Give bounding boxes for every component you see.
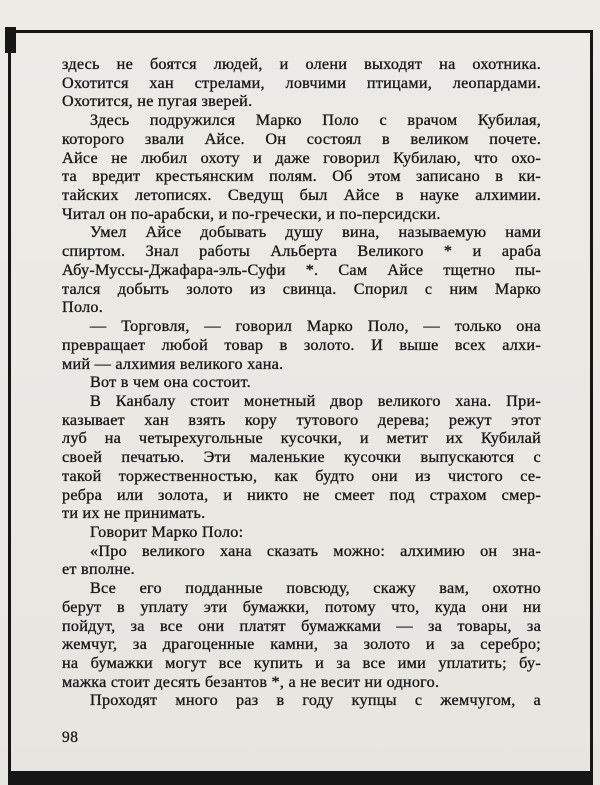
text-line: Все его подданные повсюду, скажу вам, охотно <box>90 579 541 598</box>
text-line: жемчуг, за драгоценные камни, за золото и за серебро; <box>62 635 541 654</box>
text-line: мий — алхимия великого хана. <box>62 354 284 373</box>
page-number: 98 <box>62 729 79 746</box>
text-line: ет вполне. <box>62 560 135 579</box>
text-line: тался добыть золото из свинца. Спорил с ним Марко <box>62 279 541 298</box>
text-line: Айсе не любил охоту и даже говорил Кубилаю, что охо- <box>62 148 541 167</box>
scan-corner-mark <box>5 27 16 53</box>
text-line: Умел Айсе добывать душу вина, называемую нами <box>90 223 541 242</box>
text-line: В Канбалу стоит монетный двор великого хана. При- <box>90 391 541 410</box>
text-line: «Про великого хана сказать можно: алхимию он зна- <box>90 541 541 560</box>
text-line: та вредит крестьянским полям. Об этом записано в ки- <box>62 167 541 186</box>
text-line: Здесь подружился Марко Поло с врачом Кубилая, <box>90 111 541 130</box>
text-line: ребра или золота, и никто не смеет под страхом смер- <box>62 485 541 504</box>
text-line: на бумажки могут все купить и за все ими уплатить; бу- <box>62 654 541 672</box>
text-line: мажка стоит десять безантов *, а не весит ни одного. <box>62 672 440 691</box>
text-line: здесь не боятся людей, и олени выходят на охотника. <box>62 55 541 73</box>
text-line: берут в уплату эти бумажки, потому что, куда они ни <box>62 597 541 616</box>
text-line: ти их не принимать. <box>62 504 206 523</box>
text-line: — Торговля, — говорил Марко Поло, — только она <box>90 317 541 336</box>
text-line: казывает хан взять кору тутового дерева; режут этот <box>62 410 541 429</box>
text-line: Поло. <box>62 298 104 317</box>
text-line: своей печатью. Эти маленькие кусочки выпускаются с <box>62 448 541 467</box>
text-line: Говорит Марко Поло: <box>90 522 244 541</box>
text-line: которого звали Айсе. Он состоял в великом почете. <box>62 129 541 148</box>
text-line: луб на четырехугольные кусочки, и метит их Кубилай <box>62 429 541 448</box>
text-line: такой торжественностью, как будто они из чистого се- <box>62 466 541 485</box>
text-line: Абу-Муссы-Джафара-эль-Суфи *. Сам Айсе тщетно пы- <box>62 260 541 279</box>
text-line: Вот в чем она состоит. <box>90 373 251 392</box>
text-line: Проходят много раз в году купцы с жемчугом, а <box>90 691 541 710</box>
text-line: спиртом. Знал работы Альберта Великого * и араба <box>62 242 541 261</box>
text-line: тайских летописях. Сведущ был Айсе в науке алхимии. <box>62 186 541 205</box>
text-line: Охотится хан стрелами, ловчими птицами, леопардами. <box>62 73 541 92</box>
text-line: Читал он по-арабски, и по-гречески, и по-персидски. <box>62 204 441 223</box>
text-line: Охотится, не пугая зверей. <box>62 92 253 111</box>
text-line: пойдут, за все они платят бумажками — за товары, за <box>62 616 541 635</box>
text-line: превращает любой товар в золото. И выше всех алхи- <box>62 335 541 354</box>
text-block <box>62 55 541 710</box>
